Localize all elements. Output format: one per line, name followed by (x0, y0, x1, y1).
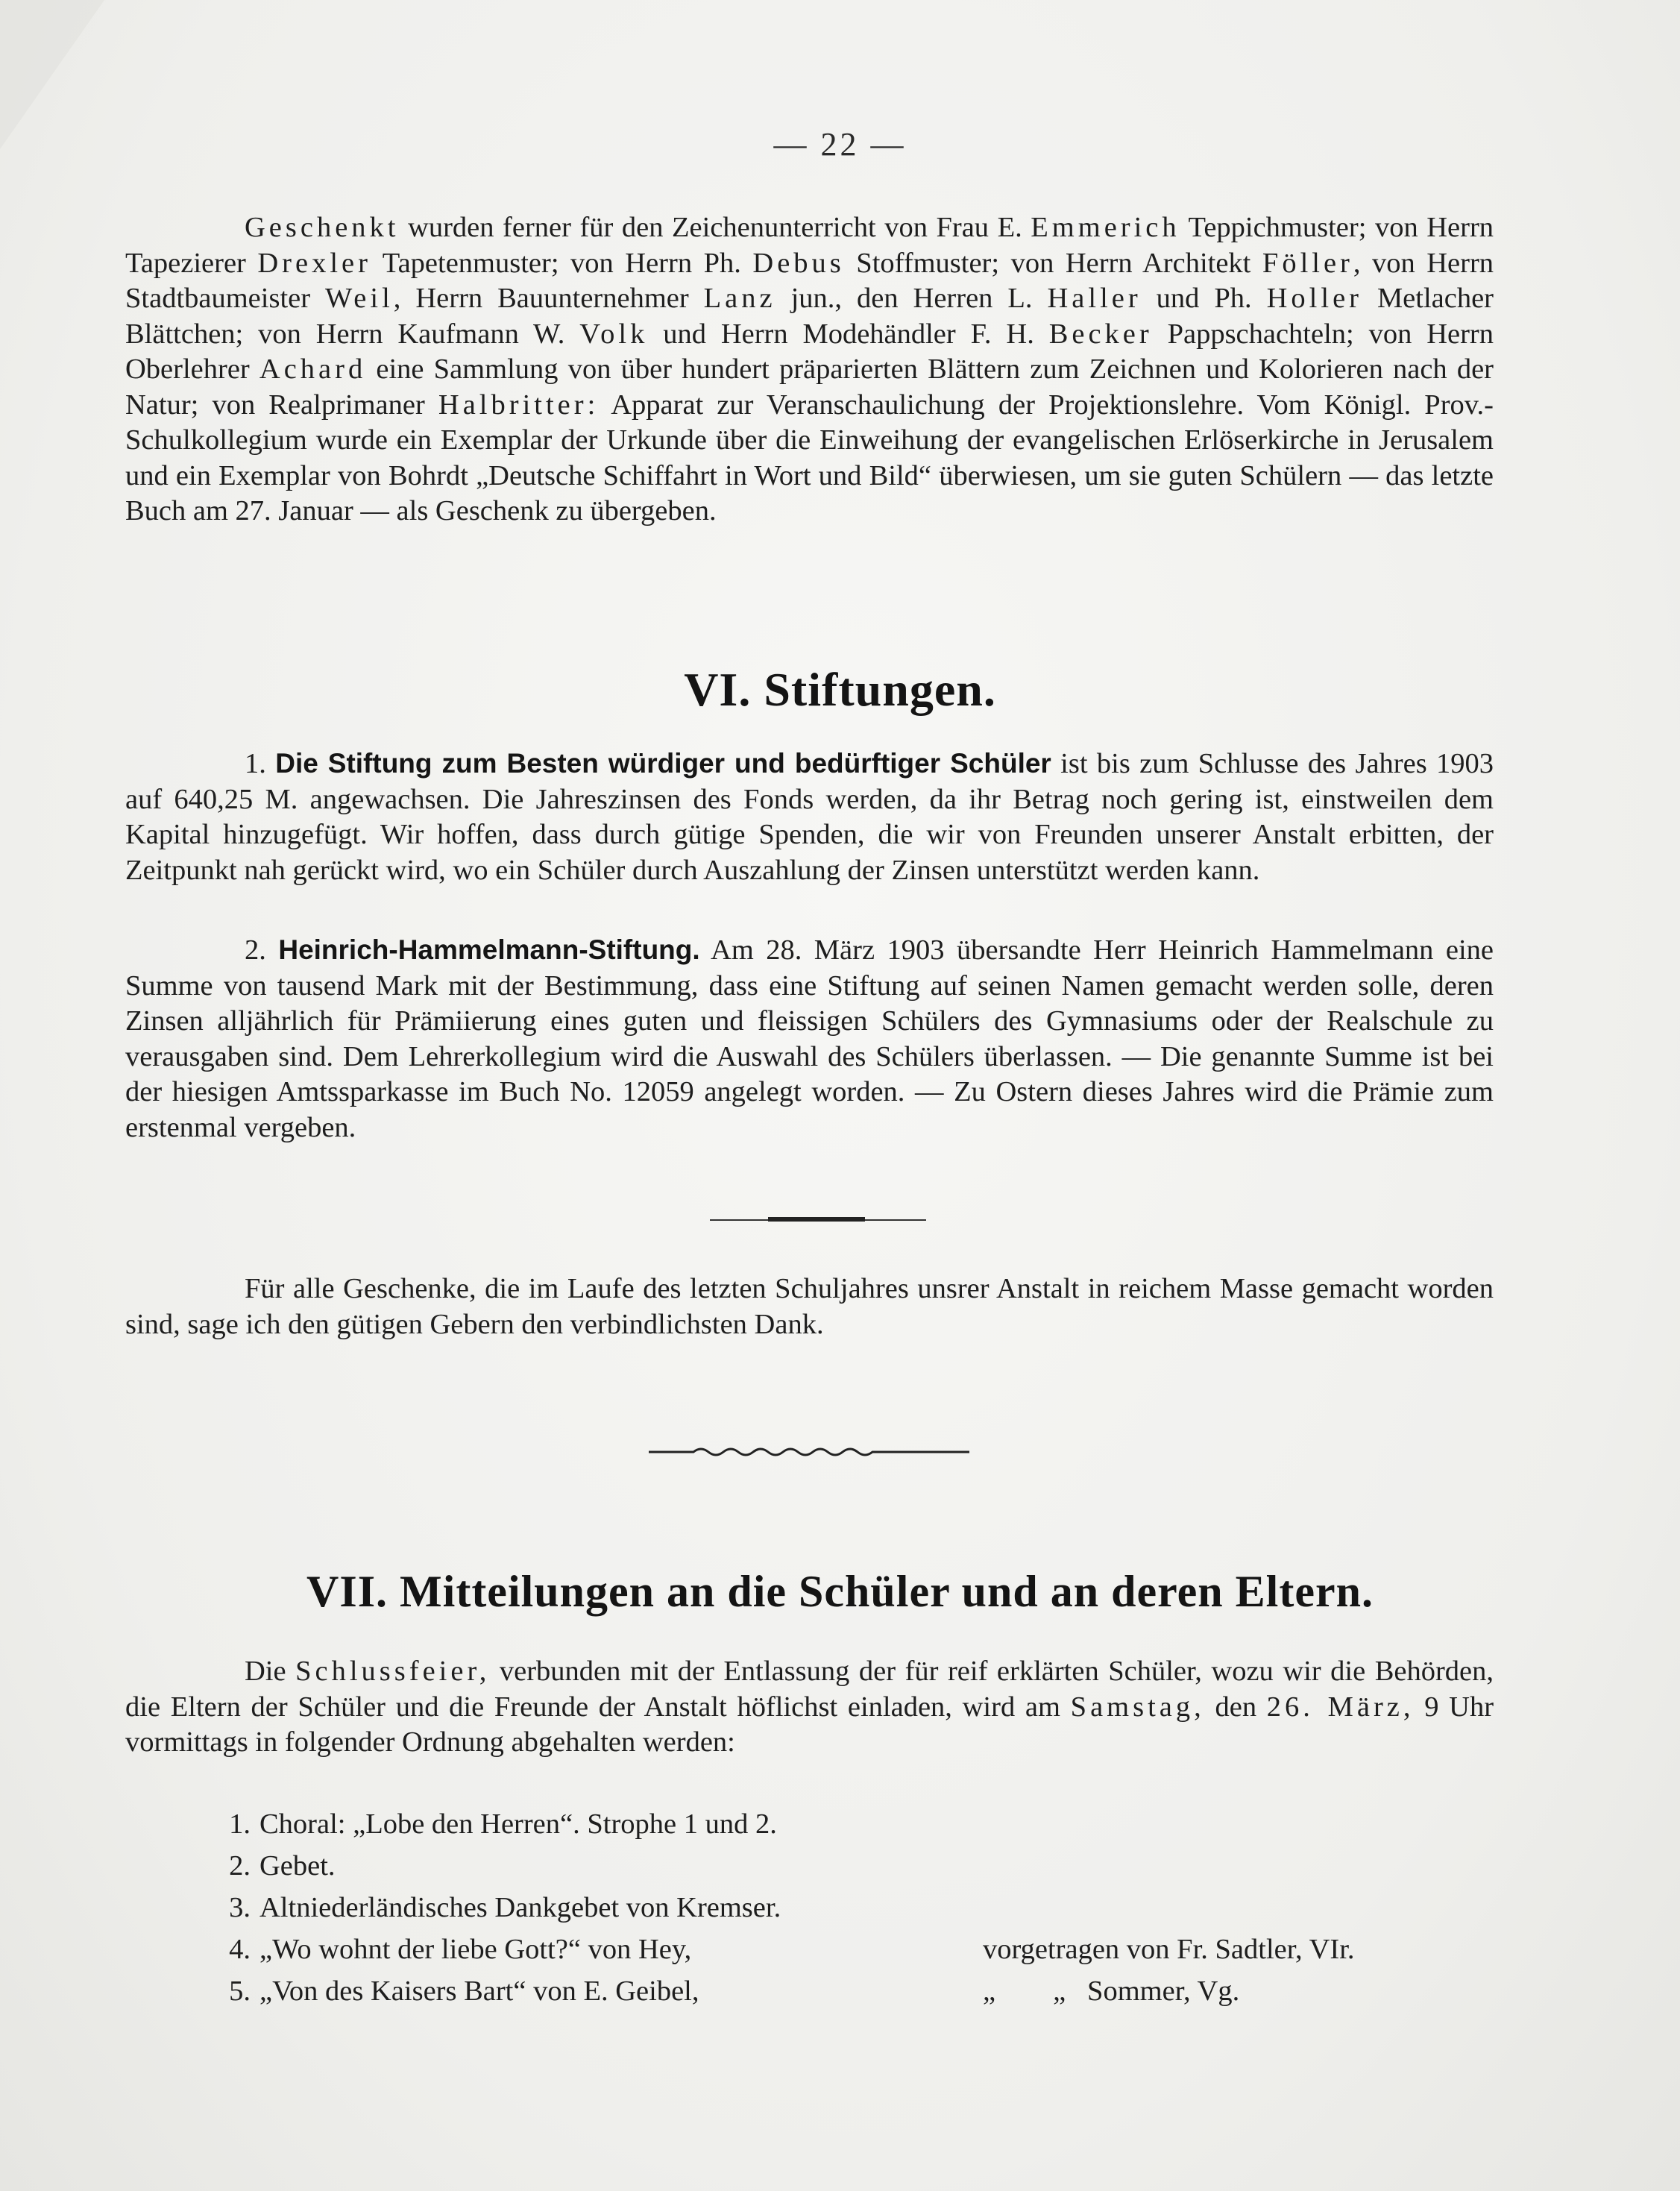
page-number: — 22 — (773, 126, 907, 163)
section-heading-stiftungen: VI. Stiftungen. (684, 663, 996, 716)
program-number: 2. (229, 1850, 251, 1882)
gifts-text: Pappschachteln; von Herrn Oberlehrer (125, 318, 1494, 385)
program-text: Choral: „Lobe den Herren“. Strophe 1 und 2. (259, 1808, 777, 1840)
ceremony-text: Die (245, 1656, 286, 1687)
donor-name: Volk (579, 318, 649, 350)
program-text: Altniederländisches Dankgebet von Kremser. (259, 1892, 781, 1923)
thanks-text: Für alle Geschenke, die im Laufe des letzten Schuljahres unsrer Anstalt in reichem Masse gemacht worden sind, sage ich den gütigen Gebern den verbindlichsten Dank. (125, 1273, 1494, 1340)
donor-name: Emmerich (1031, 212, 1180, 243)
ceremony-event: Schlussfeier, (295, 1656, 491, 1687)
foundation-text: ist bis zum Schlusse des Jahres 1903 auf 640,25 M. angewachsen. Die Jahreszinsen des Fonds werden, da ihr Betrag noch gering ist, einstweilen dem Kapital hinzugefügt. Wir hoffen, dass durch gütige Spenden, die wir von Freunden unserer Anstalt erbitten, der Zeitpunkt nah gerückt wird, wo ein Schüler durch Auszahlung der Zinsen unterstützt werden kann. (125, 748, 1494, 886)
thanks-paragraph (125, 1271, 1494, 1342)
ceremony-day: Samstag, (1070, 1691, 1205, 1723)
gifts-text: und Herrn Modehändler F. H. (663, 318, 1034, 350)
donor-name: Achard (259, 353, 367, 385)
gifts-text: wurden ferner für den Zeichenunterricht von Frau E. (408, 212, 1022, 243)
donor-name: Drexler (257, 247, 371, 279)
gifts-lead: Geschenkt (245, 212, 400, 243)
gifts-text: Apparat zur Veranschaulichung der Projektionslehre. Vom Königl. Prov.-Schulkollegium wurde ein Exemplar der Urkunde über die Einweihung der evangelischen Erlöserkirche in Jerusalem und ein Exemplar von Bohrdt „Deutsche Schiffahrt in Wort und Bild“ überwiesen, um sie guten Schülern — das letzte Buch am 27. Januar — als Geschenk zu übergeben. (125, 389, 1494, 526)
donor-name: Föller (1262, 247, 1353, 279)
section-heading-mitteilungen: VII. Mitteilungen an die Schüler und an deren Eltern. (306, 1567, 1374, 1616)
gifts-text: Tapetenmuster; von Herrn Ph. (382, 247, 741, 279)
program-item (213, 1803, 1526, 1845)
program-number: 4. (229, 1934, 251, 1965)
gifts-paragraph (125, 210, 1494, 529)
program-text: „Wo wohnt der liebe Gott?“ von Hey, (259, 1934, 692, 1965)
program-item (213, 1845, 1526, 1887)
donor-name: Haller (1047, 283, 1142, 314)
donor-name: Becker (1048, 318, 1153, 350)
wavy-divider (649, 1436, 969, 1465)
program-text: Gebet. (259, 1850, 336, 1882)
donor-name: Halbritter: (438, 389, 600, 421)
program-performer: „ „ Sommer, Vg. (983, 1975, 1240, 2007)
program-number: 1. (229, 1808, 251, 1840)
ceremony-text: den (1215, 1691, 1257, 1723)
divider-rule-center (768, 1217, 865, 1222)
gifts-text: eine Sammlung von über hundert präparierten Blättern zum Zeichnen und Kolorieren nach der Natur; von Realprimaner (125, 353, 1494, 421)
gifts-text: Teppichmuster; von Herrn Tapezierer (125, 212, 1494, 279)
foundation-title: Heinrich-Hammelmann-Stiftung. (278, 934, 700, 965)
gifts-text: und Ph. (1156, 283, 1252, 314)
donor-name: Holler (1266, 283, 1362, 314)
gifts-text: Metlacher Blättchen; von Herrn Kaufmann W. (125, 283, 1494, 350)
gifts-text: Stoffmuster; von Herrn Architekt (856, 247, 1251, 279)
program-number: 3. (229, 1892, 251, 1923)
foundation-text: Am 28. März 1903 übersandte Herr Heinrich Hammelmann eine Summe von tausend Mark mit der Bestimmung, dass eine Stiftung auf seinen Namen gemacht werden solle, deren Zinsen alljährlich für Prämiierung eines guten und fleissigen Schülers des Gymnasiums oder der Realschule zu verausgaben sind. Dem Lehrerkollegium wird die Auswahl des Schülers überlassen. — Die genannte Summe ist bei der hiesigen Amtssparkasse im Buch No. 12059 angelegt worden. — Zu Ostern dieses Jahres wird die Prämie zum erstenmal vergeben. (125, 934, 1494, 1143)
gifts-text: , Herrn Bauunternehmer (393, 283, 689, 314)
program-number: 5. (229, 1975, 251, 2007)
program-item (213, 1970, 1526, 2012)
item-number: 2. (245, 934, 266, 966)
program-performer: vorgetragen von Fr. Sadtler, VIr. (983, 1934, 1355, 1965)
ceremony-text: 9 Uhr vormittags in folgender Ordnung abgehalten werden: (125, 1691, 1494, 1758)
donor-name: Lanz (703, 283, 776, 314)
item-number: 1. (245, 748, 266, 779)
program-item (213, 1928, 1526, 1970)
donor-name: Weil (325, 283, 394, 314)
program-list (213, 1803, 1526, 2012)
gifts-text: , von Herrn Stadtbaumeister (125, 247, 1494, 314)
foundation-title: Die Stiftung zum Besten würdiger und bedürftiger Schüler (275, 748, 1051, 779)
ceremony-date: 26. März, (1266, 1691, 1415, 1723)
program-text: „Von des Kaisers Bart“ von E. Geibel, (259, 1975, 699, 2007)
ceremony-text: verbunden mit der Entlassung der für reif erklärten Schüler, wozu wir die Behörden, die Eltern der Schüler und die Freunde der Anstalt höflichst einladen, wird am (125, 1656, 1494, 1723)
gifts-text: jun., den Herren L. (790, 283, 1033, 314)
foundation-2-paragraph (125, 932, 1494, 1145)
ceremony-paragraph (125, 1654, 1494, 1761)
foundation-1-paragraph (125, 746, 1494, 888)
donor-name: Debus (752, 247, 845, 279)
program-item (213, 1887, 1526, 1928)
